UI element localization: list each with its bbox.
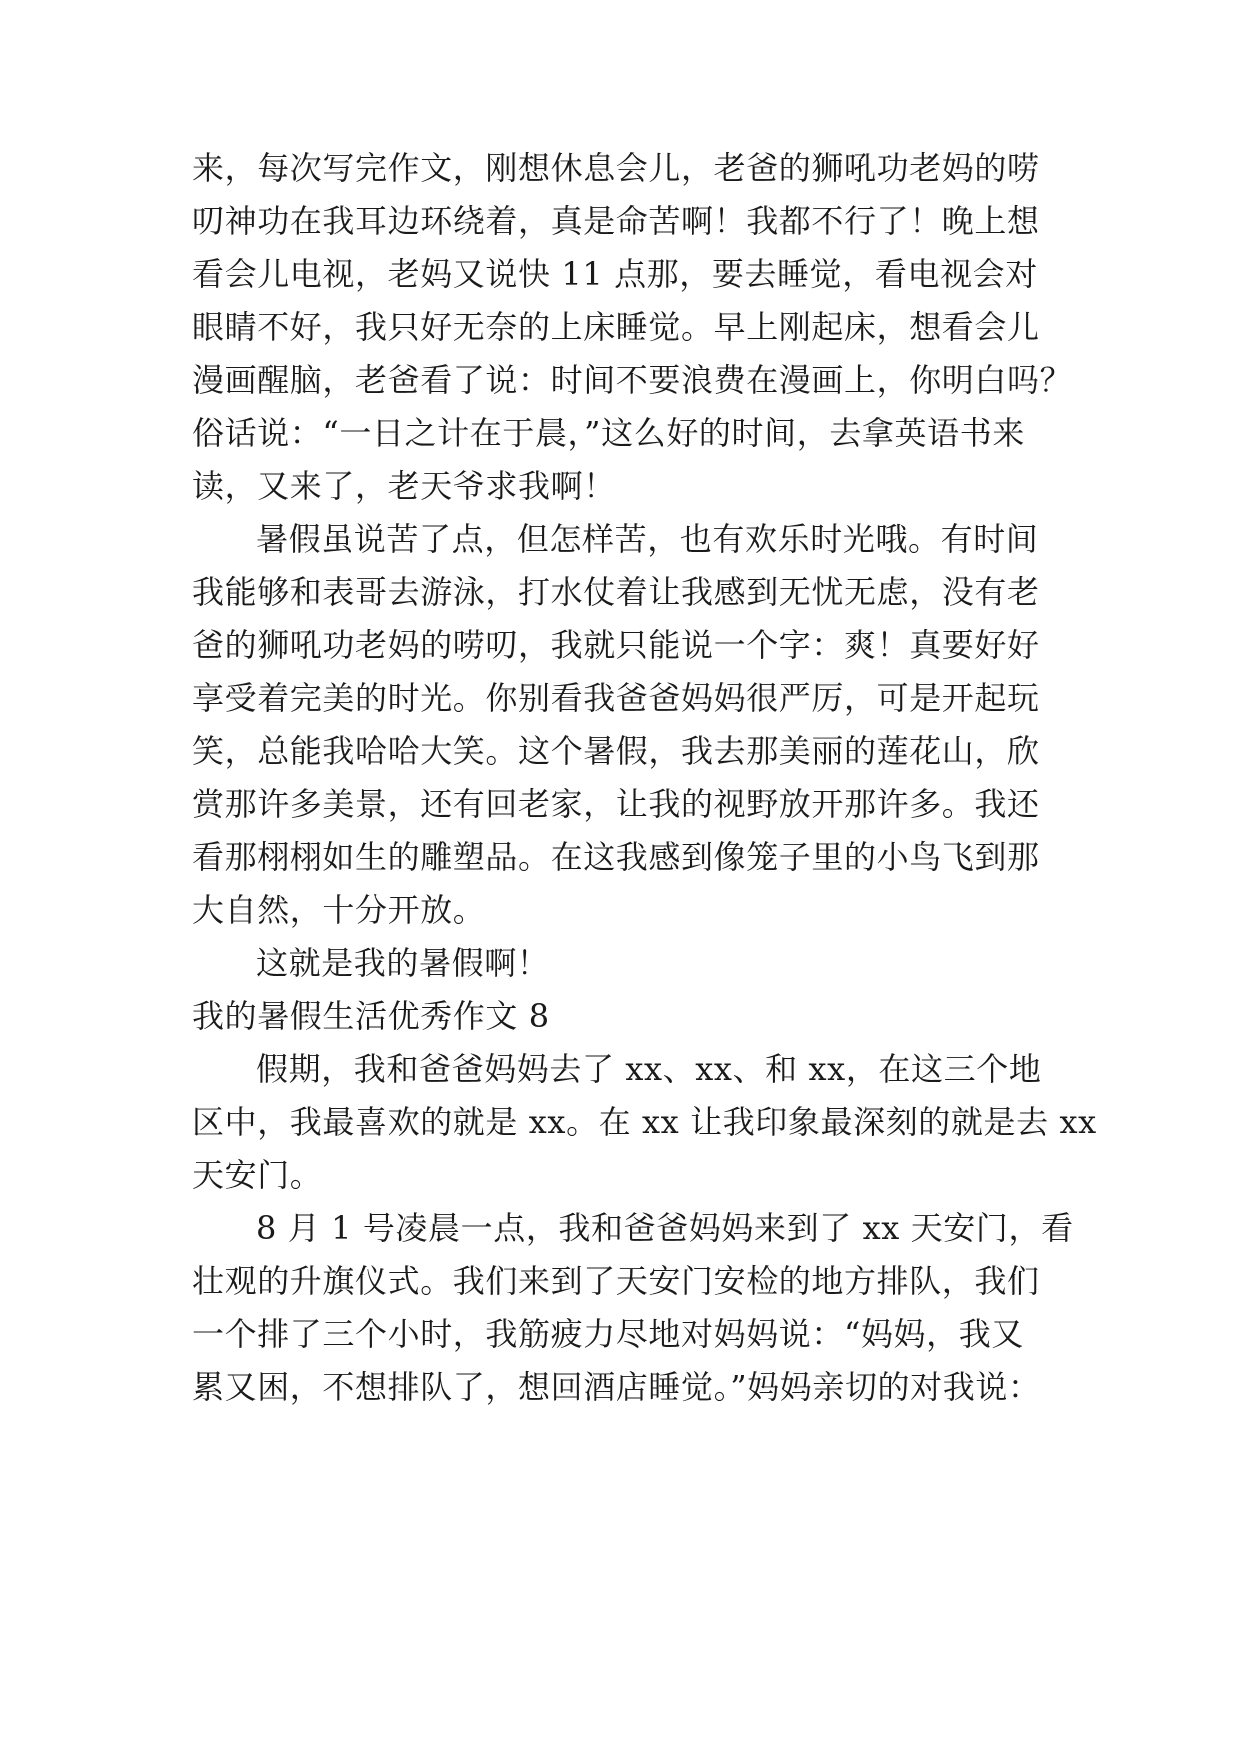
paragraph-first-line: 暑假虽说苦了点，但怎样苦，也有欢乐时光哦。有时间 — [256, 520, 1039, 558]
paragraph-first-line: 8 月 1 号凌晨一点，我和爸爸妈妈来到了 xx 天安门，看 — [256, 1209, 1074, 1247]
paragraph-line: 俗话说：“一日之计在于晨，”这么好的时间，去拿英语书来 — [192, 414, 1025, 452]
paragraph-first-line: 假期，我和爸爸妈妈去了 xx、xx、和 xx，在这三个地 — [256, 1050, 1042, 1088]
paragraph-line: 天安门。 — [192, 1156, 323, 1194]
paragraph-line: 累又困，不想排队了，想回酒店睡觉。”妈妈亲切的对我说： — [192, 1368, 1041, 1406]
section-title: 我的暑假生活优秀作文 8 — [192, 997, 550, 1035]
paragraph-line: 我能够和表哥去游泳，打水仗着让我感到无忧无虑，没有老 — [192, 573, 1040, 611]
paragraph-line: 看那栩栩如生的雕塑品。在这我感到像笼子里的小鸟飞到那 — [192, 838, 1040, 876]
paragraph-line: 眼睛不好，我只好无奈的上床睡觉。早上刚起床，想看会儿 — [192, 308, 1040, 346]
paragraph-line: 叨神功在我耳边环绕着，真是命苦啊！我都不行了！晚上想 — [192, 202, 1040, 240]
paragraph-line: 壮观的升旗仪式。我们来到了天安门安检的地方排队，我们 — [192, 1262, 1040, 1300]
paragraph-line: 看会儿电视，老妈又说快 11 点那，要去睡觉，看电视会对 — [192, 255, 1038, 293]
paragraph-line: 笑，总能我哈哈大笑。这个暑假，我去那美丽的莲花山，欣 — [192, 732, 1040, 770]
paragraph-line: 读，又来了，老天爷求我啊！ — [192, 467, 616, 505]
paragraph-line: 赏那许多美景，还有回老家，让我的视野放开那许多。我还 — [192, 785, 1040, 823]
paragraph-line: 爸的狮吼功老妈的唠叨，我就只能说一个字：爽！真要好好 — [192, 626, 1040, 664]
paragraph-line: 大自然，十分开放。 — [192, 891, 486, 929]
paragraph-line: 漫画醒脑，老爸看了说：时间不要浪费在漫画上，你明白吗？ — [192, 361, 1073, 399]
paragraph-first-line: 这就是我的暑假啊！ — [256, 944, 550, 982]
paragraph-line: 一个排了三个小时，我筋疲力尽地对妈妈说：“妈妈，我又 — [192, 1315, 1024, 1353]
paragraph-line: 来，每次写完作文，刚想休息会儿，老爸的狮吼功老妈的唠 — [192, 149, 1040, 187]
paragraph-line: 区中，我最喜欢的就是 xx。在 xx 让我印象最深刻的就是去 xx — [192, 1103, 1097, 1141]
paragraph-line: 享受着完美的时光。你别看我爸爸妈妈很严厉，可是开起玩 — [192, 679, 1040, 717]
